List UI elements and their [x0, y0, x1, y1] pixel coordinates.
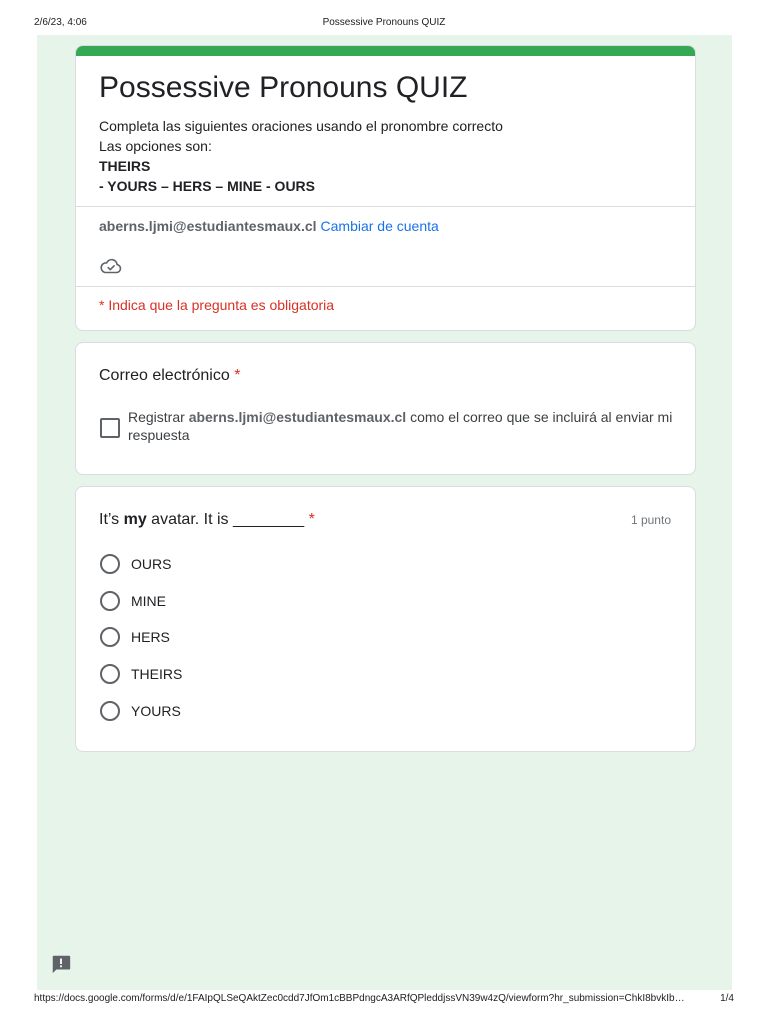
description-line: - YOURS – HERS – MINE - OURS [99, 178, 316, 194]
account-row [99, 217, 439, 235]
radio-button[interactable] [100, 554, 120, 574]
radio-option-label: OURS [131, 556, 172, 572]
form-header-card [75, 45, 696, 331]
record-email-checkbox[interactable] [100, 418, 120, 438]
form-title: Possessive Pronouns QUIZ [99, 71, 468, 104]
divider [76, 206, 695, 207]
question-points: 1 punto [630, 513, 671, 527]
print-footer [34, 993, 734, 1007]
radio-button[interactable] [100, 701, 120, 721]
divider [76, 286, 695, 287]
checkbox-label-suffix: como el correo que se incluirá al enviar mi respuesta [128, 409, 673, 443]
form-description [99, 116, 503, 196]
email-question-title [99, 366, 240, 386]
account-email: aberns.ljmi@estudiantesmaux.cl [99, 218, 317, 234]
email-question-card [75, 342, 696, 475]
question-text-after: avatar. It is ________ [146, 511, 305, 528]
question-card [75, 486, 696, 752]
required-asterisk: * [234, 367, 241, 384]
header-accent-bar [76, 46, 695, 56]
description-line: THEIRS [99, 158, 151, 174]
radio-option-label: HERS [131, 629, 170, 646]
question-text-bold: my [123, 511, 147, 528]
checkbox-label-prefix: Registrar [128, 409, 185, 425]
description-line: Las opciones son: [99, 138, 212, 154]
print-date: 2/6/23, 4:06 [34, 17, 87, 28]
print-title: Possessive Pronouns QUIZ [322, 17, 446, 28]
required-asterisk: * [308, 511, 315, 528]
question-title-text: Correo electrónico [99, 367, 230, 384]
radio-button[interactable] [100, 664, 120, 684]
print-header [34, 17, 734, 31]
switch-account-link[interactable]: Cambiar de cuenta [320, 218, 439, 234]
required-note: * Indica que la pregunta es obligatoria [99, 297, 335, 313]
record-email-label[interactable] [128, 408, 673, 444]
cloud-check-icon [99, 254, 123, 278]
description-line: Completa las siguientes oraciones usando el pronombre correcto [99, 118, 503, 134]
checkbox-label-email: aberns.ljmi@estudiantesmaux.cl [188, 409, 407, 425]
print-url: https://docs.google.com/forms/d/e/1FAIpQLSeQAktZec0cdd7JfOm1cBBPdngcA3ARfQPleddjssVN39w4zQ/viewform?hr_submission=ChkI8bvkIb… [34, 993, 685, 1004]
radio-option-label: THEIRS [131, 666, 183, 683]
feedback-icon[interactable] [50, 953, 72, 975]
question-text-before: It’s [99, 511, 124, 528]
radio-option-label: YOURS [131, 702, 181, 719]
print-page-number: 1/4 [720, 993, 734, 1004]
radio-button[interactable] [100, 591, 120, 611]
radio-option-label: MINE [131, 592, 166, 609]
radio-button[interactable] [100, 627, 120, 647]
question-title [99, 510, 315, 530]
